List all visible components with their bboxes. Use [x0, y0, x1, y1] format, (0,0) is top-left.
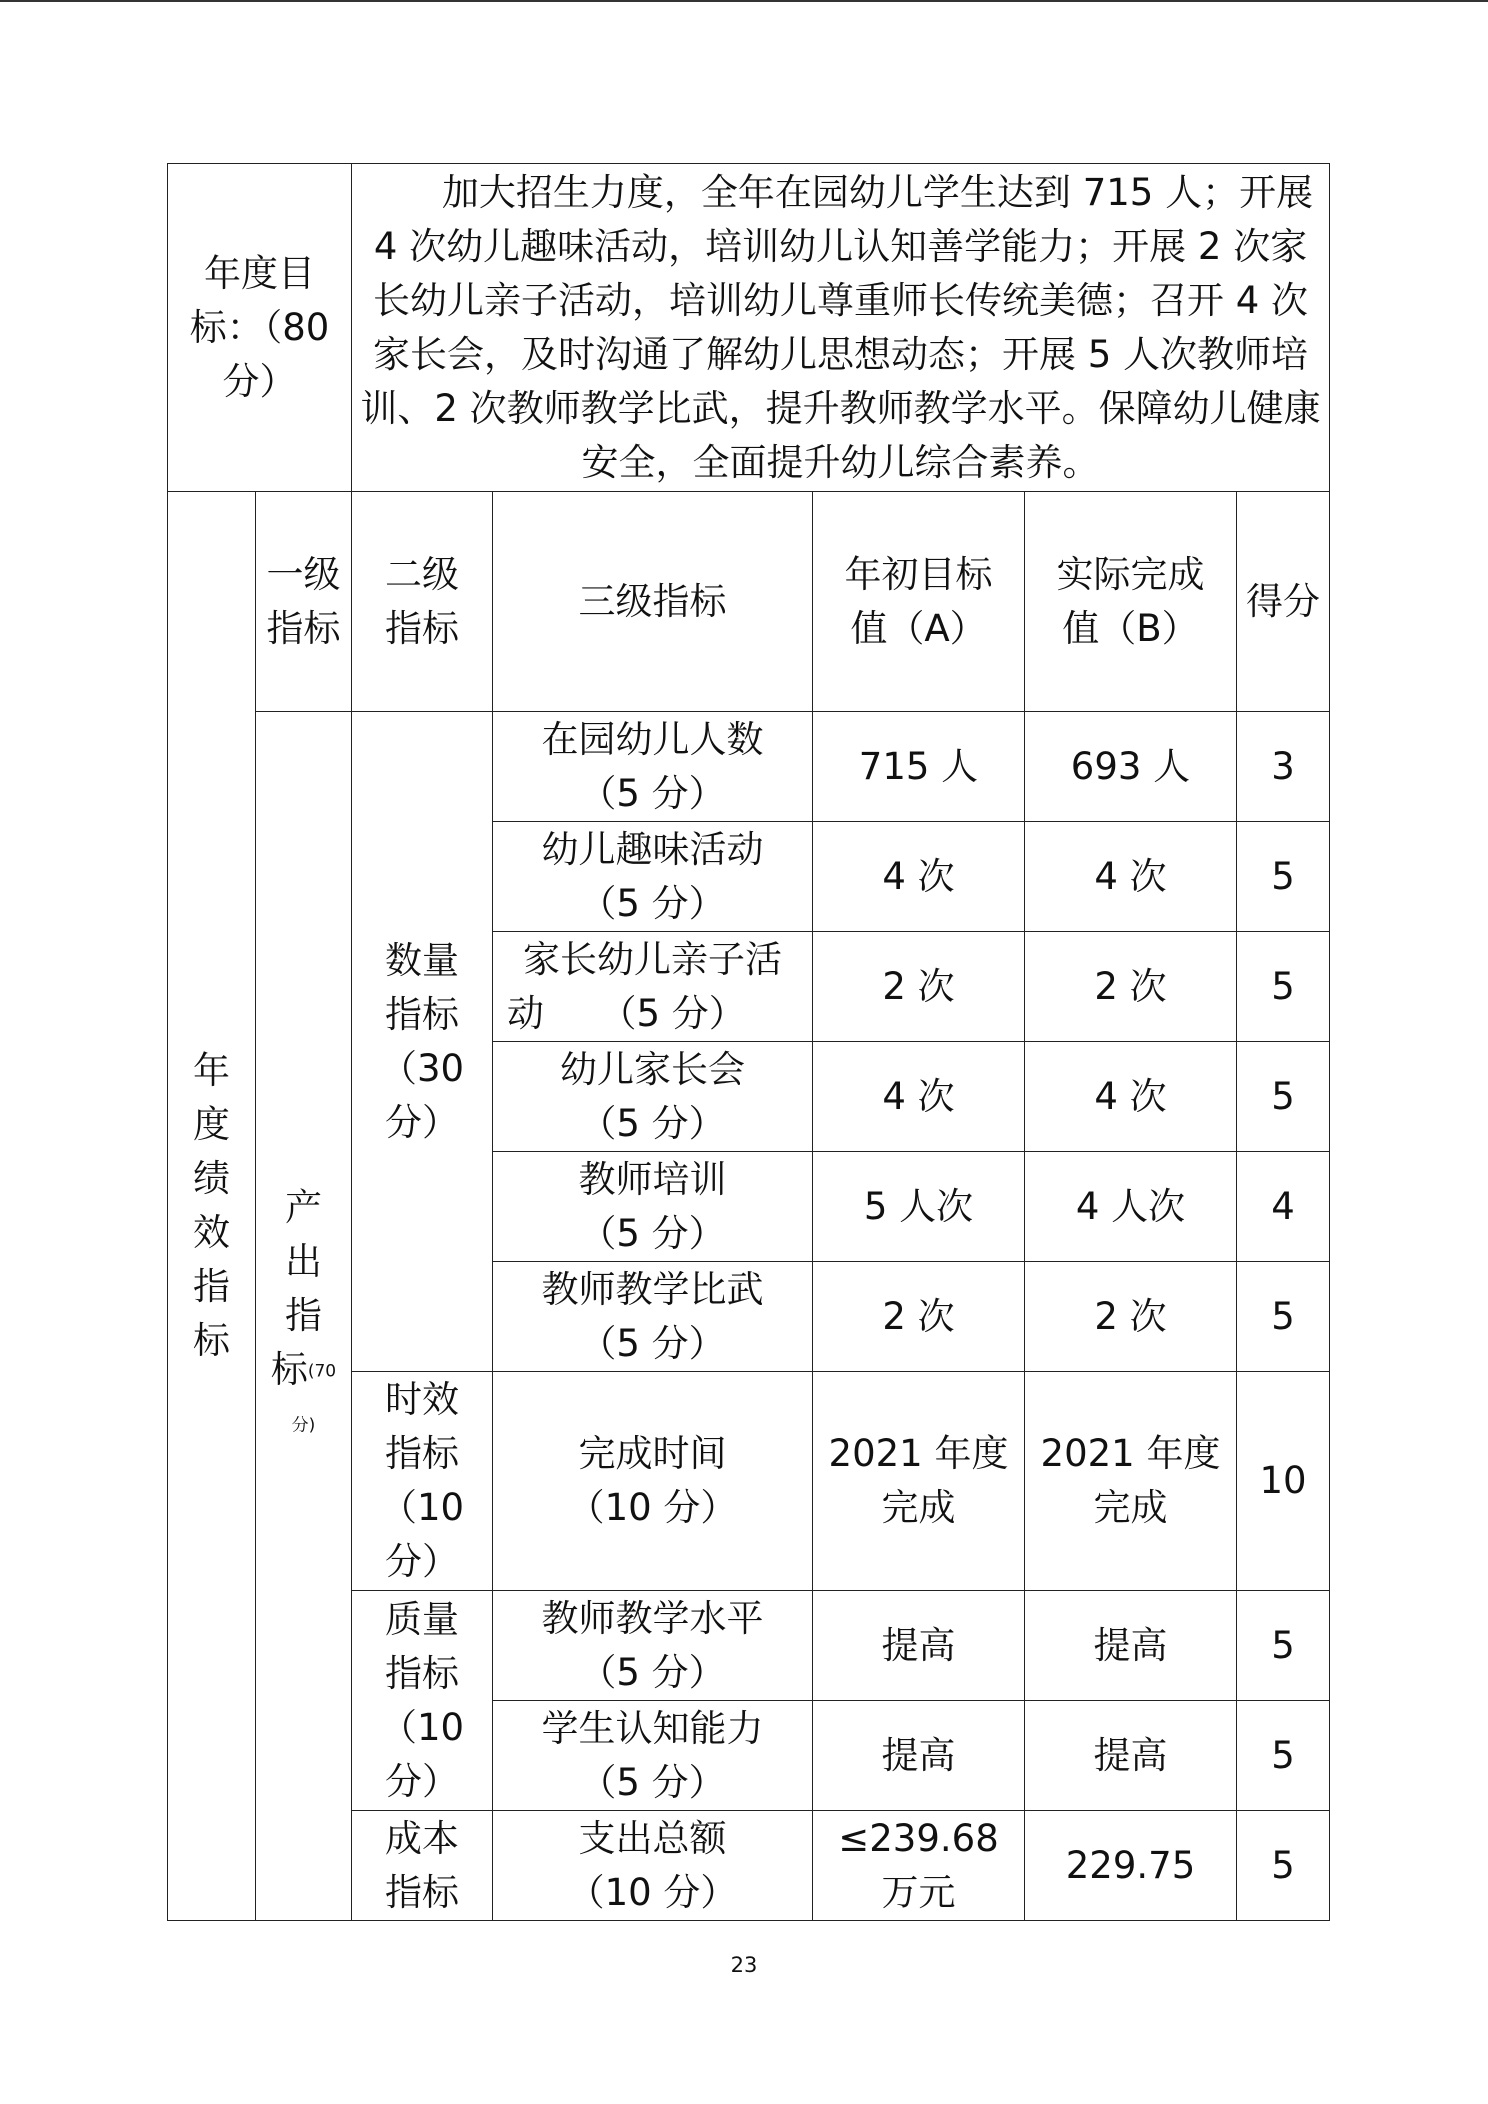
target-cell: 4 次 [813, 1042, 1025, 1152]
actual-cell: 229.75 [1025, 1811, 1237, 1921]
score-cell: 10 [1237, 1372, 1330, 1591]
group-timeliness: 时效 指标 （10 分） [352, 1372, 493, 1591]
performance-table [167, 163, 1330, 1921]
goal-row [168, 164, 1330, 492]
score-cell: 5 [1237, 1591, 1330, 1701]
actual-cell: 4 人次 [1025, 1152, 1237, 1262]
table-row [168, 712, 1330, 822]
score-cell: 5 [1237, 1701, 1330, 1811]
l3-cell: 教师培训 （5 分） [493, 1152, 813, 1262]
header-score: 得分 [1237, 492, 1330, 712]
l3-cell: 家长幼儿亲子活 动 （5 分） [493, 932, 813, 1042]
l3-cell: 幼儿趣味活动 （5 分） [493, 822, 813, 932]
score-cell: 5 [1237, 1042, 1330, 1152]
score-cell: 5 [1237, 1262, 1330, 1372]
header-row [168, 492, 1330, 712]
goal-label: 年度目 标：（80 分） [168, 164, 352, 492]
actual-cell: 2 次 [1025, 932, 1237, 1042]
target-cell: 2021 年度 完成 [813, 1372, 1025, 1591]
group-quality: 质量 指标 （10 分） [352, 1591, 493, 1811]
actual-cell: 4 次 [1025, 1042, 1237, 1152]
group-cost: 成本 指标 [352, 1811, 493, 1921]
l3-cell: 幼儿家长会 （5 分） [493, 1042, 813, 1152]
actual-cell: 693 人 [1025, 712, 1237, 822]
score-cell: 3 [1237, 712, 1330, 822]
header-actual: 实际完成 值（B） [1025, 492, 1237, 712]
target-cell: 提高 [813, 1701, 1025, 1811]
actual-cell: 提高 [1025, 1701, 1237, 1811]
level1-output: 产出指标(70分) [256, 712, 352, 1921]
actual-cell: 2 次 [1025, 1262, 1237, 1372]
group-quantity: 数量 指标 （30 分） [352, 712, 493, 1372]
l3-cell: 完成时间 （10 分） [493, 1372, 813, 1591]
target-cell: 4 次 [813, 822, 1025, 932]
score-cell: 5 [1237, 1811, 1330, 1921]
target-cell: 5 人次 [813, 1152, 1025, 1262]
header-target: 年初目标 值（A） [813, 492, 1025, 712]
l3-cell: 教师教学水平 （5 分） [493, 1591, 813, 1701]
top-border-line [0, 0, 1488, 2]
l3-cell: 支出总额 （10 分） [493, 1811, 813, 1921]
goal-text: 加大招生力度，全年在园幼儿学生达到 715 人；开展 4 次幼儿趣味活动，培训幼儿认知善学能力；开展 2 次家长幼儿亲子活动，培训幼儿尊重师长传统美德；召开 4 次家长会，及时沟通了解幼儿思想动态；开展 5 人次教师培训、2 次教师教学比武，提升教师教学水平。保障幼儿健康安全，全面提升幼儿综合素养。 [352, 164, 1330, 492]
target-cell: 2 次 [813, 1262, 1025, 1372]
score-cell: 5 [1237, 822, 1330, 932]
target-cell: ≤239.68 万元 [813, 1811, 1025, 1921]
page-number: 23 [730, 1953, 758, 1977]
score-cell: 4 [1237, 1152, 1330, 1262]
score-cell: 5 [1237, 932, 1330, 1042]
target-cell: 提高 [813, 1591, 1025, 1701]
l3-cell: 学生认知能力 （5 分） [493, 1701, 813, 1811]
header-level2: 二级 指标 [352, 492, 493, 712]
section-label: 年度绩效指标 [168, 492, 256, 1921]
actual-cell: 提高 [1025, 1591, 1237, 1701]
actual-cell: 2021 年度 完成 [1025, 1372, 1237, 1591]
actual-cell: 4 次 [1025, 822, 1237, 932]
target-cell: 2 次 [813, 932, 1025, 1042]
header-level3: 三级指标 [493, 492, 813, 712]
l3-cell: 教师教学比武 （5 分） [493, 1262, 813, 1372]
l3-cell: 在园幼儿人数 （5 分） [493, 712, 813, 822]
header-level1: 一级指标 [256, 492, 352, 712]
target-cell: 715 人 [813, 712, 1025, 822]
